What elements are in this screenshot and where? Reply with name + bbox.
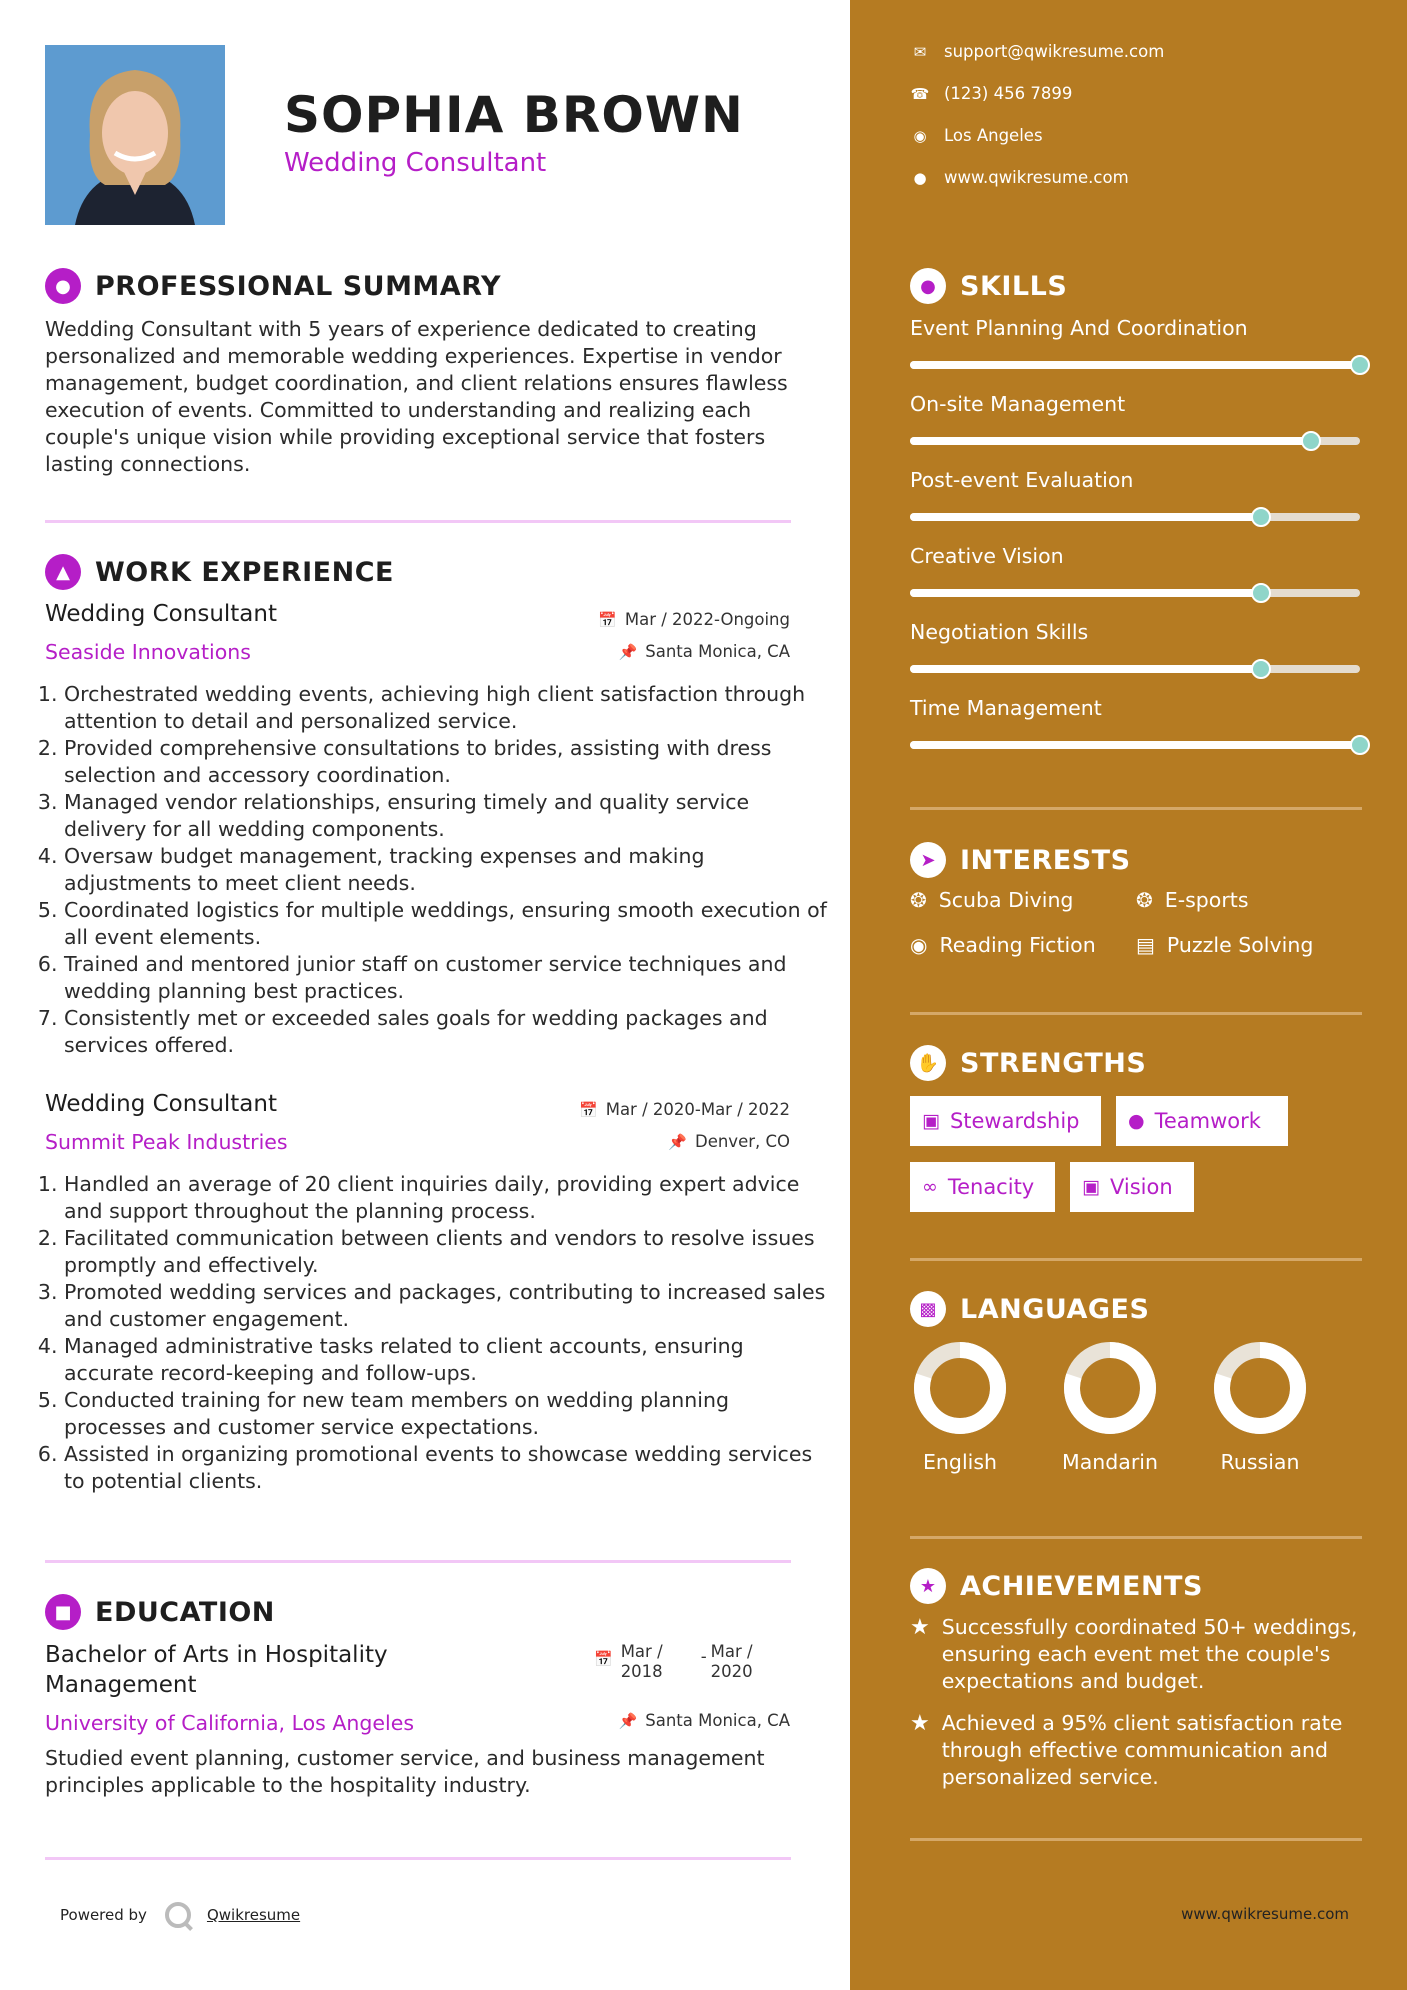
language-donut: [1062, 1340, 1158, 1436]
skill-bar-fill: [910, 513, 1261, 521]
skill-level-knob: [1301, 431, 1321, 451]
skill-bar-fill: [910, 741, 1360, 749]
skill-level-knob: [1251, 583, 1271, 603]
job-duties-list: [32, 681, 834, 1059]
contact-location: ◉ Los Angeles: [910, 126, 1043, 145]
briefcase-icon: ▣: [922, 1110, 940, 1132]
list-item: 6. Trained and mentored junior staff on customer service techniques and wedding planning best practices.: [64, 951, 834, 1005]
skill-level-knob: [1251, 659, 1271, 679]
list-item: 1. Orchestrated wedding events, achieving high client satisfaction through attention to detail and personalized service.: [64, 681, 834, 735]
strength-chip: ● Teamwork: [1116, 1096, 1288, 1146]
job-company: Seaside Innovations: [45, 640, 251, 664]
achievement-item: ★ Achieved a 95% client satisfaction rate through effective communication and personalized service.: [910, 1711, 1343, 1789]
strength-chip: ∞ Tenacity: [910, 1162, 1055, 1212]
strength-chip: ▣ Stewardship: [910, 1096, 1101, 1146]
list-item: 4. Oversaw budget management, tracking expenses and making adjustments to meet client needs.: [64, 843, 834, 897]
skill-level-knob: [1350, 355, 1370, 375]
degree-title: Bachelor of Arts in Hospitality Management: [45, 1642, 388, 1698]
globe-icon: ●: [913, 168, 927, 187]
phone-icon: ☎: [910, 84, 930, 103]
languages-heading: ▩ LANGUAGES: [910, 1291, 1149, 1327]
star-icon: ★: [910, 1711, 930, 1736]
interests-heading: ➤ INTERESTS: [910, 842, 1131, 878]
job-date: 📅 Mar / 2022-Ongoing: [598, 610, 790, 629]
list-item: 7. Consistently met or exceeded sales goals for wedding packages and services offered.: [64, 1005, 834, 1059]
skill-bar: [910, 513, 1360, 521]
envelope-icon: ✉: [913, 42, 927, 61]
list-item: 6. Assisted in organizing promotional events to showcase wedding services to potential clients.: [64, 1441, 834, 1495]
link-icon: ∞: [922, 1176, 938, 1198]
summary-title: PROFESSIONAL SUMMARY: [95, 270, 502, 302]
skills-heading: ● SKILLS: [910, 268, 1067, 304]
graduate-icon: ■: [45, 1594, 81, 1630]
language-donut: [912, 1340, 1008, 1436]
education-location: 📌 Santa Monica, CA: [618, 1711, 790, 1730]
skill-bar: [910, 741, 1360, 749]
education-title: EDUCATION: [95, 1596, 275, 1628]
fist-icon: ✋: [910, 1045, 946, 1081]
translate-icon: ▩: [910, 1291, 946, 1327]
skill-name: Creative Vision: [910, 544, 1064, 568]
strengths-heading: ✋ STRENGTHS: [910, 1045, 1146, 1081]
users-icon: ●: [1128, 1110, 1145, 1132]
skill-bar-fill: [910, 437, 1311, 445]
contact-email[interactable]: ✉ support@qwikresume.com: [910, 42, 1164, 61]
sidebar: [850, 0, 1407, 1990]
list-item: 4. Managed administrative tasks related to client accounts, ensuring accurate record-keeping and follow-ups.: [64, 1333, 834, 1387]
list-item: 2. Facilitated communication between clients and vendors to resolve issues promptly and effectively.: [64, 1225, 834, 1279]
skill-name: Event Planning And Coordination: [910, 316, 1248, 340]
language-donut: [1212, 1340, 1308, 1436]
education-heading: [45, 1594, 275, 1630]
candidate-name: SOPHIA BROWN: [284, 86, 744, 144]
contact-phone[interactable]: ☎ (123) 456 7899: [910, 84, 1073, 103]
job-location: 📌 Santa Monica, CA: [618, 642, 790, 661]
lightbulb-icon: ●: [910, 268, 946, 304]
job-title: Wedding Consultant: [45, 601, 277, 627]
skill-bar: [910, 589, 1360, 597]
candidate-title: Wedding Consultant: [284, 148, 547, 178]
interest-item: ◉ Reading Fiction: [910, 933, 1096, 957]
experience-heading: [45, 554, 394, 590]
book-icon: ▤: [1136, 933, 1155, 957]
list-item: 2. Provided comprehensive consultations to brides, assisting with dress selection and accessory coordination.: [64, 735, 834, 789]
chair-icon: ▲: [45, 554, 81, 590]
divider: [910, 1838, 1362, 1841]
divider: [910, 1012, 1362, 1015]
calendar-icon: 📅: [579, 1100, 598, 1119]
job-location: 📌 Denver, CO: [668, 1132, 790, 1151]
star-icon: ★: [910, 1615, 930, 1640]
pin-icon: 📌: [618, 642, 638, 661]
pin-icon: 📌: [668, 1132, 687, 1151]
interest-item: ❂ Scuba Diving: [910, 888, 1074, 912]
summary-heading: [45, 268, 501, 304]
skill-bar-fill: [910, 589, 1261, 597]
skill-name: On-site Management: [910, 392, 1126, 416]
contact-website[interactable]: ● www.qwikresume.com: [910, 168, 1129, 187]
divider: [45, 1857, 791, 1860]
footer-website[interactable]: www.qwikresume.com: [1181, 1905, 1349, 1923]
job-date: 📅 Mar / 2020-Mar / 2022: [579, 1100, 790, 1119]
lifebuoy-icon: ❂: [1136, 888, 1153, 912]
experience-title: WORK EXPERIENCE: [95, 556, 394, 588]
qwikresume-logo-icon: [165, 1902, 191, 1928]
powered-by: Powered by Qwikresume: [60, 1902, 300, 1928]
school-name: University of California, Los Angeles: [45, 1711, 415, 1735]
list-item: 3. Managed vendor relationships, ensuring timely and quality service delivery for all wedding components.: [64, 789, 834, 843]
skill-level-knob: [1251, 507, 1271, 527]
binoculars-icon: ▣: [1082, 1176, 1100, 1198]
map-pin-icon: ◉: [913, 126, 927, 145]
pin-icon: 📌: [618, 1711, 638, 1730]
calendar-icon: 📅: [598, 610, 617, 629]
education-date: 📅 Mar / 2018 - Mar / 2020: [594, 1642, 753, 1681]
paper-plane-icon: ➤: [910, 842, 946, 878]
list-item: 1. Handled an average of 20 client inquiries daily, providing expert advice and support throughout the planning process.: [64, 1171, 834, 1225]
language-name: Mandarin: [1062, 1450, 1158, 1474]
summary-text: Wedding Consultant with 5 years of experience dedicated to creating personalized and memorable wedding experiences. Expertise in vendor management, budget coordination, and client relations ensures flawless execution of events. Committed to understanding and realizing each couple's unique vision while providing exceptional service that fosters lasting connections.: [45, 317, 788, 476]
language-item: [1055, 1340, 1165, 1474]
list-item: 5. Conducted training for new team members on wedding planning processes and customer service expectations.: [64, 1387, 834, 1441]
skill-bar: [910, 437, 1360, 445]
language-name: Russian: [1220, 1450, 1300, 1474]
skill-name: Post-event Evaluation: [910, 468, 1134, 492]
education-text: Studied event planning, customer service, and business management principles applicable to the hospitality industry.: [45, 1746, 765, 1797]
profile-photo: [45, 45, 225, 225]
language-item: [905, 1340, 1015, 1474]
interest-item: ▤ Puzzle Solving: [1136, 933, 1314, 957]
lifebuoy-icon: ❂: [910, 888, 927, 912]
achievement-item: ★ Successfully coordinated 50+ weddings, ensuring each event met the couple's expectations and budget.: [910, 1615, 1358, 1693]
skill-level-knob: [1350, 735, 1370, 755]
strength-chip: ▣ Vision: [1070, 1162, 1194, 1212]
calendar-icon: 📅: [594, 1650, 613, 1668]
skill-bar-fill: [910, 665, 1261, 673]
gamepad-icon: ◉: [910, 933, 928, 957]
divider: [910, 807, 1362, 810]
interest-item: ❂ E-sports: [1136, 888, 1249, 912]
qwikresume-link[interactable]: Qwikresume: [206, 1906, 301, 1924]
language-name: English: [922, 1450, 998, 1474]
job-duties-list: [32, 1171, 834, 1495]
skill-bar: [910, 665, 1360, 673]
divider: [45, 520, 791, 523]
skill-name: Negotiation Skills: [910, 620, 1089, 644]
job-title: Wedding Consultant: [45, 1091, 277, 1117]
star-icon: ★: [910, 1568, 946, 1604]
language-item: [1205, 1340, 1315, 1474]
achievements-heading: ★ ACHIEVEMENTS: [910, 1568, 1203, 1604]
list-item: 5. Coordinated logistics for multiple weddings, ensuring smooth execution of all event elements.: [64, 897, 834, 951]
divider: [45, 1560, 791, 1563]
list-item: 3. Promoted wedding services and packages, contributing to increased sales and customer engagement.: [64, 1279, 834, 1333]
divider: [910, 1536, 1362, 1539]
job-company: Summit Peak Industries: [45, 1130, 288, 1154]
divider: [910, 1258, 1362, 1261]
skill-bar: [910, 361, 1360, 369]
user-icon: ●: [45, 268, 81, 304]
skill-name: Time Management: [910, 696, 1102, 720]
skill-bar-fill: [910, 361, 1360, 369]
